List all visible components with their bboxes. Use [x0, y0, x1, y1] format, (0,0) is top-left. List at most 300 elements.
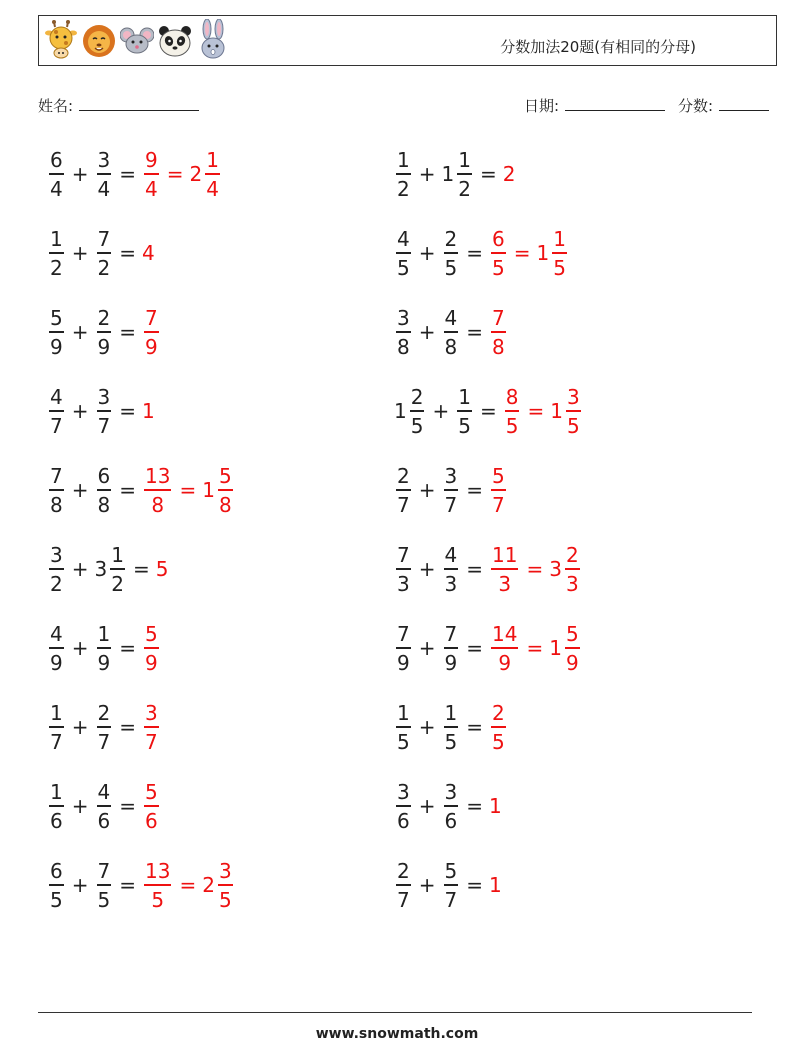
whole-number: 2 — [189, 162, 203, 186]
rabbit-icon — [196, 19, 230, 63]
denominator: 2 — [397, 176, 410, 201]
denominator: 5 — [505, 413, 519, 438]
problem-7 — [47, 383, 156, 439]
denominator: 8 — [151, 492, 165, 517]
fraction — [444, 226, 459, 280]
equals-sign: = — [466, 873, 483, 897]
denominator: 9 — [97, 334, 111, 359]
fraction — [491, 305, 506, 359]
denominator: 8 — [397, 334, 410, 359]
name-label: 姓名: — [38, 97, 74, 115]
equals-sign: = — [466, 794, 483, 818]
equals-sign: = — [119, 873, 136, 897]
fraction — [444, 542, 459, 596]
worksheet-title: 分数加法20题(有相同的分母) — [500, 38, 696, 56]
fraction — [565, 621, 580, 675]
denominator: 7 — [50, 413, 63, 438]
fraction — [97, 621, 112, 675]
fraction — [205, 147, 220, 201]
denominator: 5 — [566, 413, 580, 438]
equals-sign: = — [479, 399, 497, 423]
fraction — [144, 621, 159, 675]
equals-sign: = — [513, 241, 531, 265]
numerator: 1 — [397, 700, 410, 725]
numerator: 1 — [50, 779, 63, 804]
whole-number: 2 — [202, 873, 215, 897]
fraction — [457, 147, 472, 201]
answer — [489, 463, 508, 517]
numerator: 4 — [444, 542, 458, 567]
fraction — [49, 779, 64, 833]
equals-sign: = — [479, 162, 497, 186]
plus-sign: + — [418, 794, 436, 818]
fraction — [144, 463, 171, 517]
whole-number: 1 — [441, 162, 455, 186]
problem-4 — [394, 225, 569, 281]
equals-sign: = — [119, 162, 136, 186]
numerator: 3 — [397, 779, 410, 804]
answer — [142, 399, 156, 423]
numerator: 4 — [444, 305, 458, 330]
problem-8 — [394, 383, 583, 439]
denominator: 9 — [444, 650, 458, 675]
numerator: 7 — [97, 226, 111, 251]
equals-sign: = — [166, 162, 184, 186]
numerator: 3 — [97, 384, 111, 409]
fraction — [97, 858, 112, 912]
answer — [503, 384, 583, 438]
fraction — [491, 621, 518, 675]
numerator: 1 — [458, 384, 471, 409]
denominator: 5 — [97, 887, 111, 912]
numerator: 2 — [565, 542, 579, 567]
denominator: 8 — [97, 492, 111, 517]
numerator: 3 — [566, 384, 580, 409]
numerator: 1 — [50, 700, 63, 725]
numerator: 1 — [111, 542, 124, 567]
date-blank — [565, 98, 665, 111]
answer — [489, 305, 508, 359]
denominator: 5 — [492, 729, 505, 754]
numerator: 3 — [444, 779, 458, 804]
numerator: 4 — [50, 384, 63, 409]
fraction — [144, 858, 171, 912]
plus-sign: + — [71, 636, 89, 660]
fraction — [144, 305, 159, 359]
numerator: 5 — [50, 305, 63, 330]
fraction — [491, 542, 518, 596]
fraction — [97, 305, 112, 359]
equals-sign: = — [119, 636, 136, 660]
numerator: 2 — [492, 700, 505, 725]
denominator: 7 — [97, 413, 111, 438]
numerator: 7 — [50, 463, 63, 488]
whole-number: 1 — [394, 399, 407, 423]
fraction — [110, 542, 125, 596]
date-label: 日期: — [524, 97, 560, 115]
denominator: 9 — [50, 650, 63, 675]
equals-sign: = — [119, 241, 136, 265]
problem-20 — [394, 857, 503, 913]
problem-17 — [47, 778, 161, 834]
fraction — [49, 700, 64, 754]
fraction — [444, 858, 459, 912]
numerator: 1 — [206, 147, 219, 172]
numerator: 1 — [444, 700, 458, 725]
fraction — [49, 384, 64, 438]
whole-number: 3 — [94, 557, 108, 581]
equals-sign: = — [466, 241, 483, 265]
whole-number: 5 — [155, 557, 169, 581]
numerator: 7 — [397, 542, 410, 567]
plus-sign: + — [418, 636, 436, 660]
fraction — [552, 226, 567, 280]
fraction — [491, 700, 506, 754]
numerator: 6 — [50, 858, 63, 883]
problem-5 — [47, 304, 161, 360]
denominator: 9 — [498, 650, 512, 675]
answer — [489, 873, 503, 897]
numerator: 3 — [97, 147, 111, 172]
problem-13 — [47, 620, 161, 676]
denominator: 3 — [397, 571, 410, 596]
denominator: 7 — [444, 492, 458, 517]
numerator: 2 — [397, 858, 410, 883]
denominator: 9 — [145, 650, 158, 675]
denominator: 6 — [397, 808, 410, 833]
numerator: 2 — [97, 700, 111, 725]
denominator: 8 — [50, 492, 63, 517]
answer — [156, 557, 170, 581]
denominator: 3 — [444, 571, 458, 596]
fraction — [97, 384, 112, 438]
denominator: 6 — [50, 808, 63, 833]
fraction — [97, 226, 112, 280]
denominator: 2 — [97, 255, 111, 280]
fraction — [491, 226, 506, 280]
answer — [489, 621, 582, 675]
equals-sign: = — [527, 399, 545, 423]
denominator: 5 — [444, 729, 458, 754]
problem-1 — [47, 146, 222, 202]
whole-number: 1 — [549, 636, 562, 660]
score-field — [678, 95, 769, 116]
denominator: 5 — [50, 887, 63, 912]
fraction — [396, 305, 411, 359]
answer — [503, 162, 517, 186]
numerator: 8 — [505, 384, 519, 409]
whole-number: 3 — [549, 557, 562, 581]
plus-sign: + — [418, 162, 436, 186]
fraction — [396, 779, 411, 833]
answer — [142, 700, 161, 754]
denominator: 6 — [97, 808, 111, 833]
fraction — [218, 463, 233, 517]
fraction — [444, 779, 459, 833]
denominator: 6 — [444, 808, 458, 833]
numerator: 5 — [492, 463, 505, 488]
numerator: 3 — [397, 305, 410, 330]
denominator: 7 — [145, 729, 158, 754]
numerator: 7 — [397, 621, 410, 646]
denominator: 9 — [565, 650, 579, 675]
equals-sign: = — [526, 636, 544, 660]
answer — [489, 226, 569, 280]
panda-icon — [158, 19, 192, 63]
plus-sign: + — [71, 478, 89, 502]
numerator: 1 — [458, 147, 471, 172]
plus-sign: + — [71, 241, 89, 265]
equals-sign: = — [119, 478, 136, 502]
denominator: 7 — [50, 729, 63, 754]
denominator: 5 — [397, 729, 410, 754]
equals-sign: = — [119, 320, 136, 344]
fraction — [144, 147, 159, 201]
plus-sign: + — [71, 162, 89, 186]
numerator: 5 — [218, 463, 232, 488]
name-field — [38, 95, 199, 116]
equals-sign: = — [119, 399, 136, 423]
denominator: 4 — [206, 176, 219, 201]
equals-sign: = — [119, 794, 136, 818]
score-label: 分数: — [678, 97, 714, 115]
plus-sign: + — [71, 399, 89, 423]
fraction — [410, 384, 425, 438]
denominator: 3 — [498, 571, 512, 596]
answer — [489, 700, 508, 754]
giraffe-icon — [44, 19, 78, 63]
problem-3 — [47, 225, 156, 281]
fraction — [396, 858, 411, 912]
denominator: 7 — [97, 729, 111, 754]
numerator: 3 — [218, 858, 232, 883]
name-blank — [79, 98, 199, 111]
plus-sign: + — [71, 794, 89, 818]
denominator: 5 — [218, 887, 232, 912]
numerator: 5 — [444, 858, 458, 883]
numerator: 6 — [97, 463, 111, 488]
fraction — [444, 305, 459, 359]
numerator: 7 — [492, 305, 505, 330]
numerator: 4 — [97, 779, 111, 804]
whole-number: 1 — [489, 794, 502, 818]
equals-sign: = — [179, 873, 197, 897]
denominator: 7 — [492, 492, 505, 517]
whole-number: 2 — [502, 162, 516, 186]
fraction — [396, 463, 411, 517]
numerator: 11 — [492, 542, 518, 567]
whole-number: 1 — [142, 399, 155, 423]
equals-sign: = — [119, 715, 136, 739]
plus-sign: + — [71, 715, 89, 739]
fraction — [396, 621, 411, 675]
date-field — [524, 95, 665, 116]
equals-sign: = — [132, 557, 150, 581]
answer — [142, 305, 161, 359]
denominator: 8 — [444, 334, 458, 359]
denominator: 9 — [50, 334, 63, 359]
fraction — [491, 463, 506, 517]
plus-sign: + — [432, 399, 450, 423]
answer — [142, 621, 161, 675]
equals-sign: = — [466, 320, 483, 344]
numerator: 5 — [565, 621, 579, 646]
equals-sign: = — [466, 636, 483, 660]
problem-9 — [47, 462, 235, 518]
numerator: 2 — [97, 305, 111, 330]
problem-10 — [394, 462, 508, 518]
equals-sign: = — [466, 557, 483, 581]
denominator: 5 — [553, 255, 566, 280]
fraction — [444, 463, 459, 517]
problem-19 — [47, 857, 235, 913]
numerator: 3 — [50, 542, 63, 567]
whole-number: 1 — [489, 873, 502, 897]
footer-url: www.snowmath.com — [315, 1026, 479, 1042]
lion-icon — [82, 19, 116, 63]
fraction — [505, 384, 520, 438]
problem-14 — [394, 620, 582, 676]
numerator: 13 — [145, 463, 171, 488]
answer — [142, 858, 235, 912]
denominator: 8 — [218, 492, 232, 517]
fraction — [444, 700, 459, 754]
numerator: 1 — [397, 147, 410, 172]
whole-number: 1 — [536, 241, 550, 265]
whole-number: 1 — [550, 399, 563, 423]
fraction — [144, 779, 159, 833]
fraction — [49, 147, 64, 201]
denominator: 5 — [397, 255, 410, 280]
fraction — [49, 621, 64, 675]
numerator: 13 — [145, 858, 171, 883]
answer — [142, 463, 235, 517]
numerator: 14 — [492, 621, 518, 646]
plus-sign: + — [418, 557, 436, 581]
whole-number: 1 — [202, 478, 215, 502]
score-blank — [719, 98, 769, 111]
numerator: 5 — [145, 779, 158, 804]
numerator: 3 — [145, 700, 158, 725]
whole-number: 4 — [142, 241, 155, 265]
denominator: 5 — [458, 413, 471, 438]
fraction — [49, 542, 64, 596]
denominator: 4 — [97, 176, 111, 201]
fraction — [49, 305, 64, 359]
denominator: 5 — [151, 887, 165, 912]
fraction — [144, 700, 159, 754]
fraction — [396, 542, 411, 596]
fraction — [97, 779, 112, 833]
numerator: 5 — [145, 621, 158, 646]
header-box — [38, 15, 777, 66]
fraction — [97, 700, 112, 754]
numerator: 7 — [145, 305, 158, 330]
numerator: 2 — [397, 463, 410, 488]
denominator: 2 — [111, 571, 124, 596]
answer — [142, 241, 156, 265]
denominator: 7 — [444, 887, 458, 912]
fraction — [457, 384, 472, 438]
equals-sign: = — [466, 478, 483, 502]
fraction — [97, 463, 112, 517]
problem-12 — [394, 541, 582, 597]
equals-sign: = — [179, 478, 197, 502]
fraction — [49, 226, 64, 280]
denominator: 2 — [458, 176, 471, 201]
fraction — [396, 700, 411, 754]
problem-2 — [394, 146, 516, 202]
plus-sign: + — [71, 873, 89, 897]
denominator: 5 — [410, 413, 424, 438]
fraction — [444, 621, 459, 675]
numerator: 2 — [410, 384, 424, 409]
denominator: 9 — [145, 334, 158, 359]
problem-11 — [47, 541, 169, 597]
plus-sign: + — [418, 715, 436, 739]
equals-sign: = — [526, 557, 544, 581]
numerator: 6 — [492, 226, 505, 251]
plus-sign: + — [418, 478, 436, 502]
numerator: 2 — [444, 226, 458, 251]
fraction — [565, 542, 580, 596]
plus-sign: + — [418, 241, 436, 265]
numerator: 7 — [97, 858, 111, 883]
numerator: 1 — [553, 226, 566, 251]
plus-sign: + — [71, 557, 89, 581]
fraction — [49, 463, 64, 517]
answer — [489, 794, 503, 818]
denominator: 5 — [492, 255, 505, 280]
denominator: 3 — [565, 571, 579, 596]
fraction — [396, 147, 411, 201]
problem-16 — [394, 699, 508, 755]
numerator: 1 — [50, 226, 63, 251]
animal-icons — [44, 19, 230, 63]
denominator: 7 — [397, 492, 410, 517]
numerator: 1 — [97, 621, 111, 646]
footer-divider — [38, 1012, 752, 1013]
answer — [142, 147, 222, 201]
numerator: 4 — [50, 621, 63, 646]
fraction — [49, 858, 64, 912]
answer — [142, 779, 161, 833]
plus-sign: + — [418, 320, 436, 344]
fraction — [218, 858, 233, 912]
numerator: 7 — [444, 621, 458, 646]
plus-sign: + — [71, 320, 89, 344]
denominator: 2 — [50, 255, 63, 280]
equals-sign: = — [466, 715, 483, 739]
denominator: 4 — [145, 176, 158, 201]
denominator: 2 — [50, 571, 63, 596]
denominator: 4 — [50, 176, 63, 201]
numerator: 6 — [50, 147, 63, 172]
numerator: 3 — [444, 463, 458, 488]
numerator: 9 — [145, 147, 158, 172]
problem-6 — [394, 304, 508, 360]
answer — [489, 542, 582, 596]
problem-18 — [394, 778, 503, 834]
denominator: 8 — [492, 334, 505, 359]
fraction — [396, 226, 411, 280]
denominator: 6 — [145, 808, 158, 833]
denominator: 7 — [397, 887, 410, 912]
denominator: 5 — [444, 255, 458, 280]
denominator: 9 — [397, 650, 410, 675]
plus-sign: + — [418, 873, 436, 897]
mouse-icon — [120, 19, 154, 63]
